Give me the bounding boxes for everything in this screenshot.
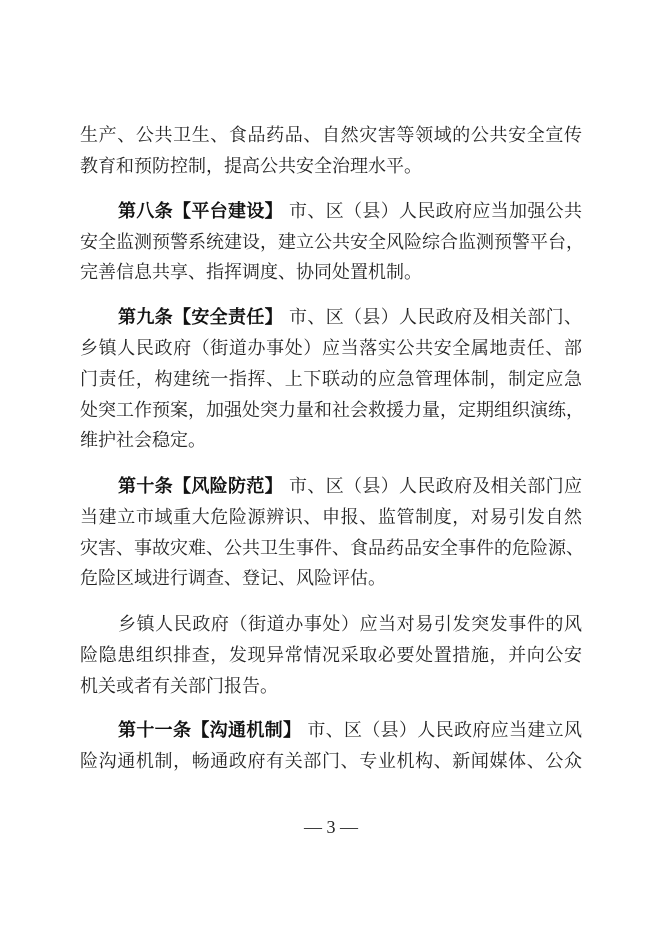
article-heading: 第十条【风险防范】 — [118, 476, 283, 497]
text-line: 教育和预防控制，提高公共安全治理水平。 — [80, 156, 422, 177]
page-number: — 3 — — [304, 817, 358, 837]
article-9-first-line — [118, 306, 582, 330]
text-span: 市、区（县）人民政府应当建立风 — [301, 720, 582, 741]
text-line: 乡镇人民政府（街道办事处）应当对易引发突发事件的风 — [118, 614, 582, 635]
text-line: 危险区域进行调查、登记、风险评估。 — [80, 568, 386, 589]
text-line: 生产、公共卫生、食品药品、自然灾害等领域的公共安全宣传 — [80, 125, 582, 146]
text-line: 乡镇人民政府（街道办事处）应当落实公共安全属地责任、部 — [80, 338, 582, 359]
text-line: 处突工作预案，加强处突力量和社会救援力量，定期组织演练， — [80, 400, 584, 421]
text-line: 机关或者有关部门报告。 — [80, 676, 278, 697]
text-line: 险隐患组织排查，发现异常情况采取必要处置措施，并向公安 — [80, 645, 582, 666]
text-line: 当建立市域重大危险源辨识、申报、监管制度，对易引发自然 — [80, 507, 582, 528]
text-span: 市、区（县）人民政府及相关部门应 — [282, 476, 582, 497]
text-span: 市、区（县）人民政府及相关部门、 — [282, 307, 582, 328]
article-heading: 第十一条【沟通机制】 — [118, 720, 302, 741]
text-line: 维护社会稳定。 — [80, 430, 206, 451]
text-span: 市、区（县）人民政府应当加强公共 — [282, 201, 582, 222]
article-8-first-line — [118, 200, 582, 224]
article-11-first-line — [118, 719, 582, 743]
text-line: 安全监测预警系统建设，建立公共安全风险综合监测预警平台， — [80, 232, 584, 253]
text-line: 门责任，构建统一指挥、上下联动的应急管理体制，制定应急 — [80, 369, 582, 390]
text-line: 完善信息共享、指挥调度、协同处置机制。 — [80, 262, 422, 283]
text-line: 险沟通机制，畅通政府有关部门、专业机构、新闻媒体、公众 — [80, 751, 582, 772]
article-heading: 第九条【安全责任】 — [118, 307, 283, 328]
article-heading: 第八条【平台建设】 — [118, 201, 283, 222]
text-line: 灾害、事故灾难、公共卫生事件、食品药品安全事件的危险源、 — [80, 538, 584, 559]
article-10-first-line — [118, 475, 582, 499]
